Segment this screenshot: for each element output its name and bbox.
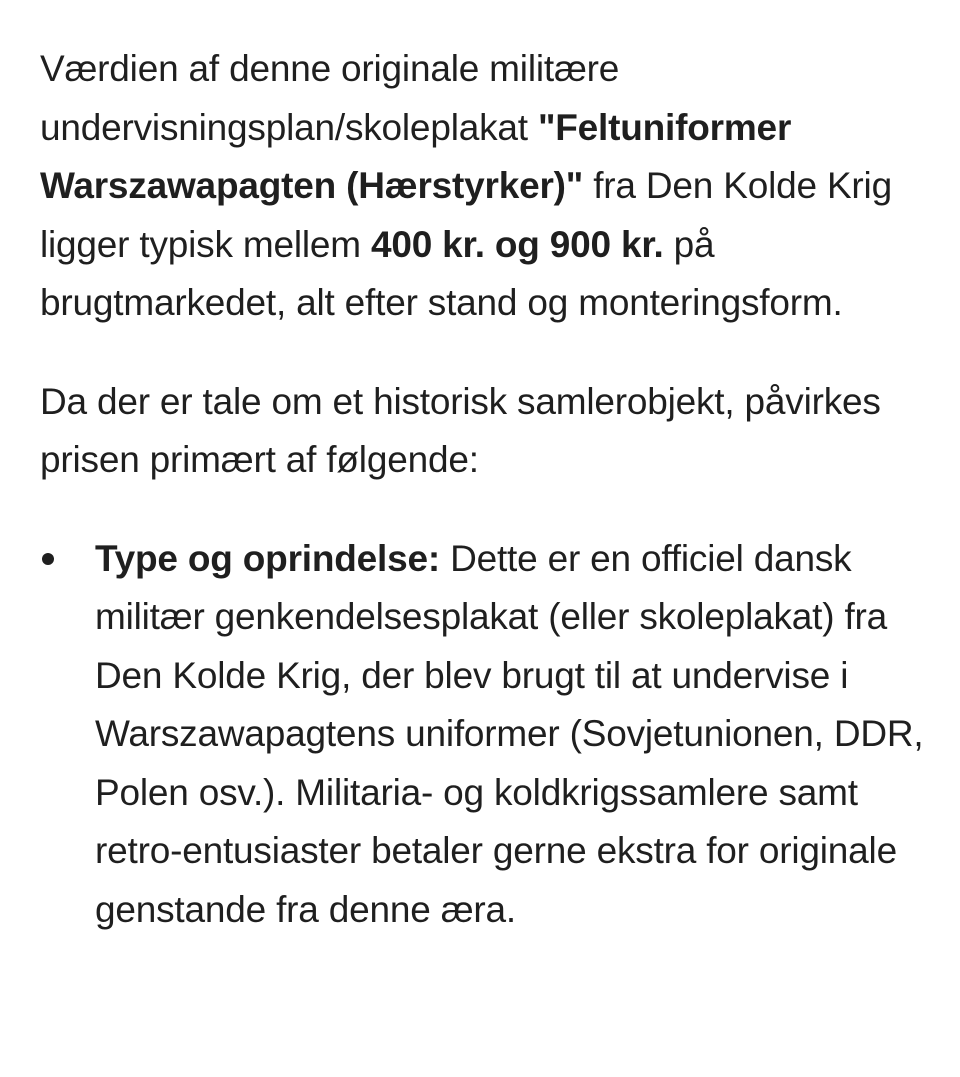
bullet-dot-icon bbox=[42, 553, 54, 565]
intro-text-2: fra Den Kolde Krig ligger typisk mellem bbox=[40, 165, 892, 265]
answer-content bbox=[40, 40, 930, 939]
intro-paragraph bbox=[40, 40, 930, 333]
factors-intro-paragraph: Da der er tale om et historisk samlerobjekt, påvirkes prisen primært af følgende: bbox=[40, 380, 881, 480]
factors-list bbox=[40, 530, 930, 940]
bullet-heading: Type og oprindelse: bbox=[95, 537, 440, 579]
poster-title: "Feltuniformer Warszawapagten (Hærstyrker)" bbox=[40, 106, 792, 206]
list-item bbox=[40, 530, 930, 940]
intro-text-1: Værdien af denne originale militære undervisningsplan/skoleplakat bbox=[40, 48, 620, 148]
bullet-body: Dette er en officiel dansk militær genkendelsesplakat (eller skoleplakat) fra Den Kolde Krig, der blev brugt til at undervise i Warszawapagtens uniformer (Sovjetunionen, DDR, Polen osv.). Militaria- og koldkrigssamlere samt retro-entusiaster betaler gerne ekstra for originale genstande fra denne æra. bbox=[95, 537, 924, 930]
price-range: 400 kr. og 900 kr. bbox=[370, 223, 664, 265]
intro-text-3: på brugtmarkedet, alt efter stand og monteringsform. bbox=[40, 223, 843, 323]
